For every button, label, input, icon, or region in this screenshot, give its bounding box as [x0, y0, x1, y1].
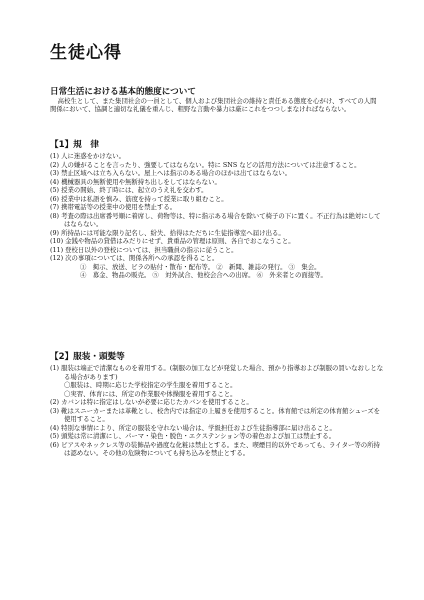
rule-item: (9) 所持品には可能な限り記名し、紛失、拾得はただちに生徒指導室へ届け出る。 — [50, 228, 285, 237]
rule-item: (3) 禁止区域へは立ち入らない。屋上へは指示のある場合のほかは出てはならない。 — [50, 169, 292, 177]
rule-item: (8) 考査の際は出席番号順に着席し、荷物等は、特に指示ある場合を除いて椅子の下に置く。不正行為は絶対にしてはならない。 — [50, 211, 381, 228]
section-basic-text: 高校生として、また集団社会の一員として、個人および集団社会の維持と責任ある態度を心がけ、すべての人間関係において、協調と適切な礼儀を重んじ、粗野な言動や暴力は厳にこれをつつしまなければならない。 — [50, 97, 377, 114]
dress-list — [50, 364, 386, 458]
dress-item: (3) 靴はスニーカーまたは革靴とし、校舎内では指定の上履きを使用すること。体育館では所定の体育館シューズを使用すること。 — [50, 406, 381, 423]
dress-sub-item: 〇実習、体育には、所定の作業服や体操服を着用すること。 — [64, 389, 237, 398]
rule-sub-line: ④ 募金、物品の販売。 ⑤ 対外試合、他校会合への出席。 ⑥ 外来者との面接等。 — [80, 271, 327, 279]
rule-item: (10) 金銭や物品の貸借はみだりにせず、貴重品の管理は原則、各自でおこなうこと。 — [50, 237, 295, 245]
rule-item: (6) 授業中は私語を慎み、筋度を持って授業に取り組むこと。 — [50, 194, 228, 203]
dress-item: (1) 服装は端正で清潔なものを着用する。(制服の加工などが発覚した場合、預かり指導および制服の買いなおしとなる場合があります) — [50, 364, 384, 381]
section-basic-heading: 日常生活における基本的態度について — [50, 87, 196, 97]
dress-item: (6) ピアスやネックレス等の装飾品や過度な化粧は禁止とする。また、喫煙目的以外であっても、ライター等の所持は認めない。その他の危険物についても持ち込みを禁止とする。 — [50, 440, 380, 457]
dress-item: (4) 特別な事情により、所定の服装を守れない場合は、学級担任および生徒指導部に届け出ること。 — [50, 423, 336, 432]
page-title: 生徒心得 — [50, 43, 122, 63]
rule-item: (7) 携帯電話等の授業中の使用を禁止する。 — [50, 203, 177, 211]
rule-sub-line: ① 掲示、放送、ビラの貼付・散布・配布等。 ② 新聞、雑誌の発行。 ③ 集会。 — [80, 262, 321, 271]
rule-item: (4) 機械器具の無断使用や無断持ち出しをしてはならない。 — [50, 177, 221, 186]
rule-item: (11) 登校日以外の登校については、担当職員の指示に従うこと。 — [50, 245, 238, 254]
dress-item: (2) カバンは特に指定はしないが必要に応じたカバンを使用すること。 — [50, 398, 253, 406]
section-rules-heading: 【1】規 律 — [50, 140, 99, 150]
section-dress-heading: 【2】服装・頭髪等 — [50, 352, 125, 362]
rule-item: (12) 次の事項については、関係各所への承認を得ること。 — [50, 254, 219, 262]
rule-item: (5) 授業の開始、終了時には、起立のうえ礼を交わす。 — [50, 186, 208, 194]
dress-item: (5) 頭髪は常に清潔にし、パーマ・染色・脱色・エクステンション等の着色および加工は禁止する。 — [50, 432, 336, 440]
rule-item: (1) 人に迷惑をかけない。 — [50, 152, 125, 160]
rule-item: (2) 人の嫌がることを言ったり、強要してはならない。特に SNS などの活用方法については注意すること。 — [50, 160, 361, 169]
rules-list — [50, 152, 386, 280]
dress-sub-item: 〇服装は、時期に応じた学校指定の学生服を着用すること。 — [64, 381, 237, 389]
